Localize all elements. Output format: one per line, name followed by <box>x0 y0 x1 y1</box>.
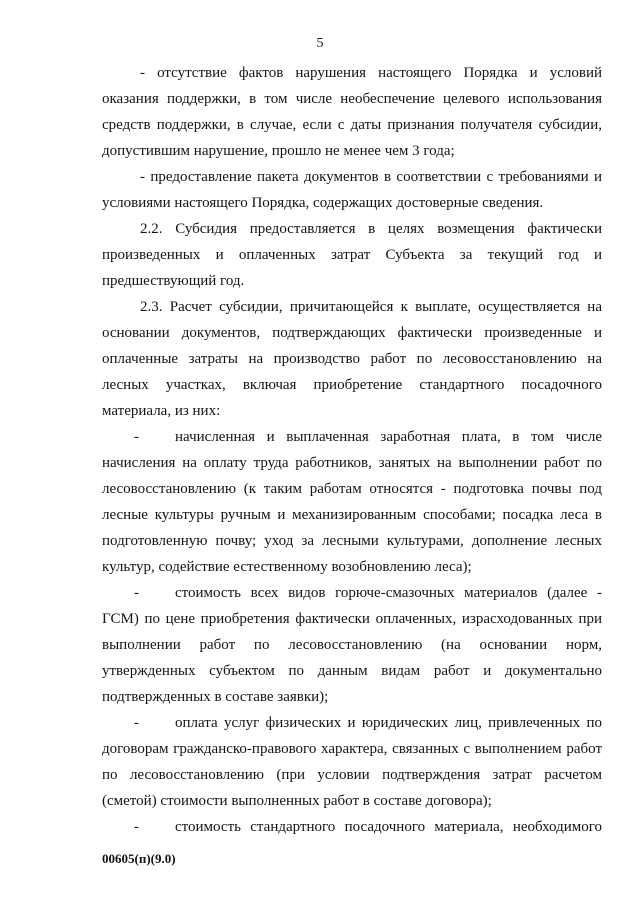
text-line: культур, содействие естественному возобновлению леса); <box>102 559 472 575</box>
text-line: выполнении работ по лесовосстановлению (на основании норм, <box>102 637 602 653</box>
page-number: 5 <box>316 36 324 51</box>
clause-2-3-line: 2.3. Расчет субсидии, причитающейся к выплате, осуществляется на <box>140 299 602 315</box>
document-code: 00605(п)(9.0) <box>102 851 176 866</box>
text-line: произведенных и оплаченных затрат Субъекта за текущий год и <box>102 247 602 263</box>
text-line: начисления на оплату труда работников, занятых на выполнении работ по <box>102 455 602 471</box>
text-line: (сметой) стоимости выполненных работ в составе договора); <box>102 793 492 809</box>
text-line: подготовленную почву; уход за лесными культурами, дополнение лесных <box>102 533 602 549</box>
text-line: - отсутствие фактов нарушения настоящего Порядка и условий <box>140 65 602 81</box>
list-item-lead: начисленная и выплаченная заработная плата, в том числе <box>175 429 602 445</box>
text-line: - предоставление пакета документов в соответствии с требованиями и <box>140 169 602 185</box>
text-line: оплаченные затраты на производство работ по лесовосстановлению на <box>102 351 602 367</box>
list-item-lead: оплата услуг физических и юридических лиц, привлеченных по <box>175 715 602 731</box>
text-line: оказания поддержки, в том числе необеспечение целевого использования <box>102 91 602 107</box>
text-line: материала, из них: <box>102 403 221 419</box>
text-line: договорам гражданско-правового характера, связанных с выполнением работ <box>102 741 602 757</box>
text-line: лесовосстановлению (к таким работам относятся - подготовка почвы под <box>102 481 602 497</box>
text-line: основании документов, подтверждающих фактически произведенные и <box>102 325 602 341</box>
text-line: лесные культуры ручным и механизированным способами; посадка леса в <box>102 507 602 523</box>
text-line: по лесовосстановлению (при условии подтверждения затрат расчетом <box>102 767 602 783</box>
list-dash: - <box>134 819 139 835</box>
list-item-lead: стоимость стандартного посадочного материала, необходимого <box>175 819 602 835</box>
list-item-lead: стоимость всех видов горюче-смазочных материалов (далее - <box>175 585 602 601</box>
list-dash: - <box>134 429 139 445</box>
text-line: средств поддержки, в случае, если с даты признания получателя субсидии, <box>102 117 602 133</box>
text-line: утвержденных субъектом по данным видам работ и документально <box>102 663 602 679</box>
text-line: подтвержденных в составе заявки); <box>102 689 329 705</box>
text-line: условиями настоящего Порядка, содержащих достоверные сведения. <box>102 195 544 211</box>
list-dash: - <box>134 715 139 731</box>
text-line: предшествующий год. <box>102 273 245 289</box>
clause-2-2-line: 2.2. Субсидия предоставляется в целях возмещения фактически <box>140 221 602 237</box>
text-line: ГСМ) по цене приобретения фактически оплаченных, израсходованных при <box>102 611 602 627</box>
text-line: лесных участках, включая приобретение стандартного посадочного <box>102 377 602 393</box>
text-line: допустившим нарушение, прошло не менее чем 3 года; <box>102 143 455 159</box>
list-dash: - <box>134 585 139 601</box>
